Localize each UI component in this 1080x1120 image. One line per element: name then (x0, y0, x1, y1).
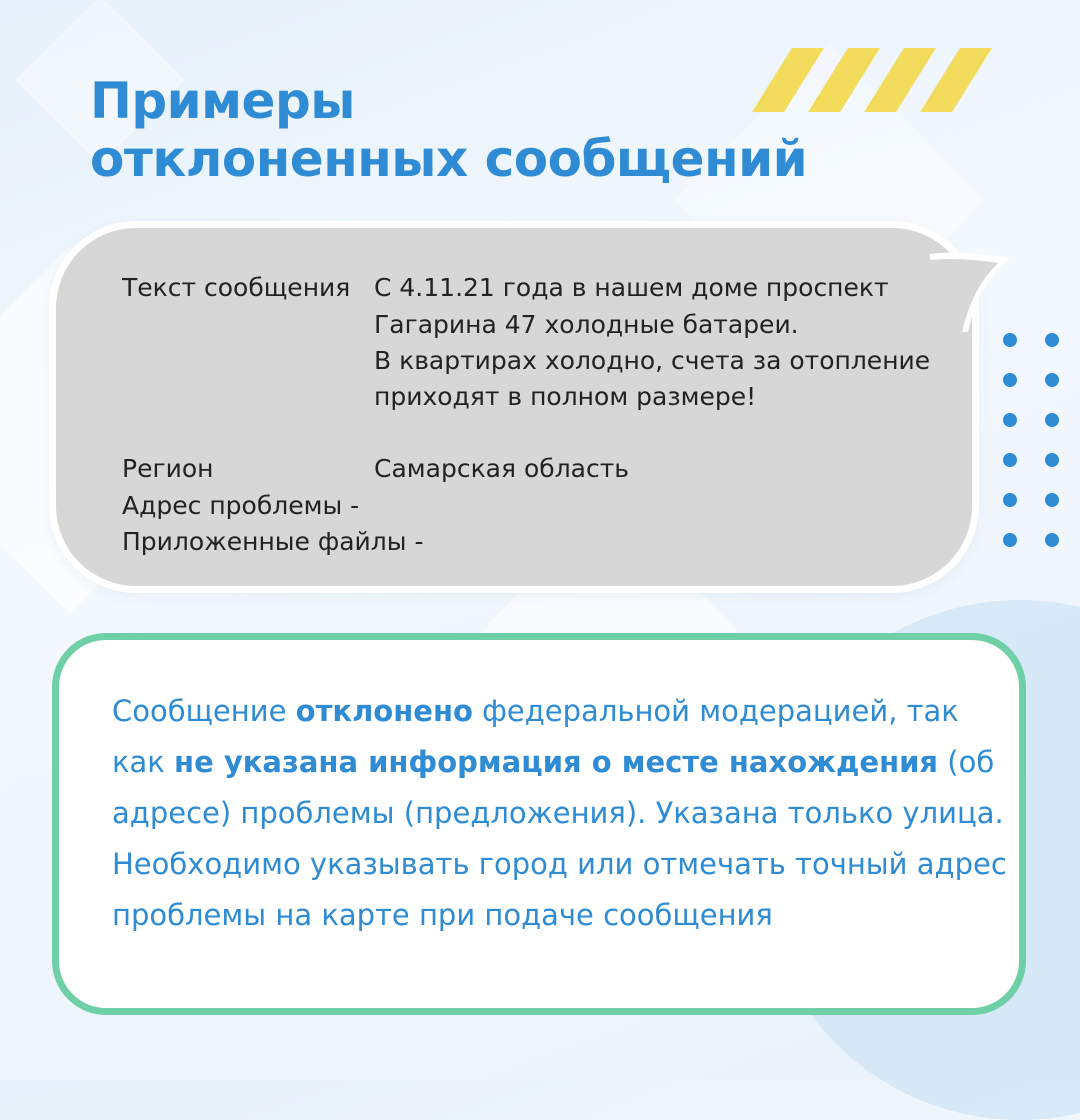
attached-files-label: Приложенные файлы - (122, 527, 424, 556)
moderation-result-text (112, 686, 1012, 941)
result-text-part: Сообщение (112, 694, 296, 728)
message-text-line: В квартирах холодно, счета за отопление (374, 346, 931, 375)
page-title (90, 72, 807, 188)
message-text-line: С 4.11.21 года в нашем доме проспект (374, 273, 889, 302)
result-text-bold: отклонено (295, 694, 473, 728)
message-text-label: Текст сообщения (122, 273, 351, 302)
region-value: Самарская область (374, 454, 630, 483)
result-text-part: (об адресе) проблемы (предложения). Указана только улица. Необходимо указывать город или отмечать точный адрес проблемы на карте при подаче сообщения (112, 745, 1007, 932)
address-label: Адрес проблемы - (122, 491, 360, 520)
yellow-stripes-decoration (752, 48, 1020, 112)
message-text-line: Гагарина 47 холодные батареи. (374, 310, 799, 339)
region-label: Регион (122, 454, 214, 483)
message-text-line: приходят в полном размере! (374, 382, 757, 411)
result-text-part: федеральной модерацией, так как (112, 694, 959, 779)
dots-decoration (1001, 331, 1061, 551)
speech-bubble-tail (930, 236, 1020, 336)
page-title-line-2: отклоненных сообщений (90, 130, 808, 188)
page-title-line-1: Примеры (90, 72, 355, 130)
result-text-bold: не указана информация о месте нахождения (174, 745, 939, 779)
